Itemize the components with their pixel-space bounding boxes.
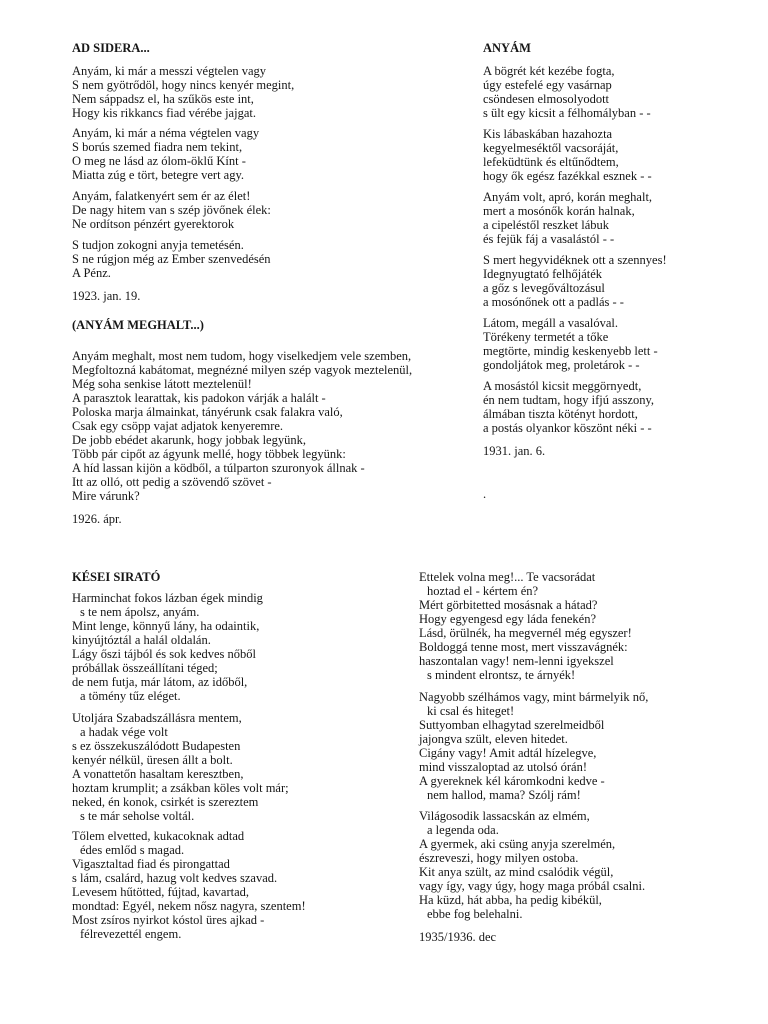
poem-line: Ha küzd, hát abba, ha pedig kibékül, [419, 893, 602, 907]
poem-line: Kis lábaskában hazahozta [483, 127, 613, 141]
poem-line: Cigány vagy! Amit adtál hízelegve, [419, 746, 597, 760]
poem-line: Anyám, ki már a néma végtelen vagy [72, 126, 260, 140]
poem-line: Ettelek volna meg!... Te vacsorádat [419, 570, 596, 584]
poem-line: neked, én konok, csirkét is szereztem [72, 795, 259, 809]
poem-line: Anyám meghalt, most nem tudom, hogy viselkedjem vele szemben, [72, 349, 412, 363]
poem-line: és fejük fáj a vasalástól - - [483, 232, 615, 246]
poem-line: s mindent elrontsz, te árnyék! [427, 668, 576, 682]
stanza [72, 189, 294, 231]
poem-line: mert a mosónők korán halnak, [483, 204, 635, 218]
stanza [483, 64, 667, 120]
poem-line: Utoljára Szabadszállásra mentem, [72, 711, 242, 725]
poem-line: jajongva szült, eleven hitedet. [419, 732, 568, 746]
poem-line: Poloska marja álmainkat, tányérunk csak falakra való, [72, 405, 343, 419]
poem-line: kenyér nélkül, üresen állt a bolt. [72, 753, 233, 767]
poem-line: Suttyomban elhagytad szerelmeidből [419, 718, 605, 732]
stanza [483, 379, 667, 435]
stanza [419, 570, 648, 682]
poem-line: Hogy kis rikkancs fiad vérébe jajgat. [72, 106, 256, 120]
poem-anyam [483, 41, 667, 501]
poem-line: Nagyobb szélhámos vagy, mint bármelyik nő, [419, 690, 649, 704]
stanza [72, 711, 306, 823]
poem-date: 1935/1936. dec [419, 930, 497, 944]
poem-line: s te nem ápolsz, anyám. [80, 605, 200, 619]
poem-line: megtörte, mindig keskenyebb lett - [483, 344, 658, 358]
poem-line: S nem gyötrődöl, hogy nincs kenyér megint, [72, 78, 295, 92]
poem-line: s lám, csalárd, hazug volt kedves szavad. [72, 871, 278, 885]
poem-line: Hogy egyengesd egy láda fenekén? [419, 612, 597, 626]
poem-line: nem hallod, mama? Szólj rám! [427, 788, 581, 802]
poem-line: A gyereknek kél káromkodni kedve - [419, 774, 605, 788]
poem-line: Idegnyugtató felhőjáték [483, 267, 603, 281]
stanza [72, 64, 294, 120]
poem-line: haszontalan vagy! nem-lenni igyekszel [419, 654, 614, 668]
poem-line: Megfoltozná kabátomat, megnézné milyen szép vagyok meztelenül, [72, 363, 413, 377]
poem-line: Világosodik lassacskán az elmém, [419, 809, 590, 823]
poem-line: a tömény tűz eléget. [80, 689, 181, 703]
end-mark: . [483, 487, 487, 501]
poem-line: gondoljátok meg, proletárok - - [483, 358, 640, 372]
poem-line: A Pénz. [72, 266, 111, 280]
poem-line: Ne ordítson pénzért gyerektorok [72, 217, 235, 231]
poem-line: mondtad: Egyél, nekem nősz nagyra, szentem! [72, 899, 306, 913]
poem-line: Vigasztaltad fiad és pirongattad [72, 857, 230, 871]
poem-title: KÉSEI SIRATÓ [72, 570, 161, 584]
poem-line: álmában tiszta kötényt hordott, [483, 407, 638, 421]
poem-line: Több pár cipőt az ágyunk mellé, hogy többek legyünk: [72, 447, 346, 461]
poem-kesei-sirato-part1 [72, 570, 306, 941]
poem-date: 1926. ápr. [72, 512, 122, 526]
poem-line: hogy ők egész fazékkal esznek - - [483, 169, 652, 183]
poem-line: lefeküdtünk és eltűnődtem, [483, 155, 619, 169]
poem-line: kinyújtóztál a halál oldalán. [72, 633, 211, 647]
poem-line: Törékeny termetét a tőke [483, 330, 609, 344]
poem-line: Látom, megáll a vasalóval. [483, 316, 619, 330]
poem-line: Boldoggá tenne most, mert visszavágnék: [419, 640, 628, 654]
stanza [419, 690, 648, 802]
poem-line: Itt az olló, ott pedig a szövendő szövet - [72, 475, 272, 489]
stanza [419, 809, 648, 921]
poem-line: s te már seholse voltál. [80, 809, 195, 823]
poem-line: S borús szemed fiadra nem tekint, [72, 140, 243, 154]
stanza [483, 316, 667, 372]
poem-line: S ne rúgjon még az Ember szenvedésén [72, 252, 271, 266]
poem-line: ki csal és hiteget! [427, 704, 515, 718]
stanza [72, 591, 306, 703]
poem-line: A bögrét két kezébe fogta, [483, 64, 615, 78]
poem-line: édes emlőd s magad. [80, 843, 185, 857]
poem-line: Tőlem elvetted, kukacoknak adtad [72, 829, 245, 843]
poem-line: a postás olyankor köszönt néki - - [483, 421, 652, 435]
poem-line: a mosónőnek ott a padlás - - [483, 295, 624, 309]
poem-line: próbállak összeállítani téged; [72, 661, 218, 675]
poem-line: vagy így, vagy úgy, hogy maga próbál csalni. [419, 879, 646, 893]
stanza [72, 238, 294, 280]
poem-line: O meg ne lásd az ólom-öklű Kínt - [72, 154, 246, 168]
poem-title: AD SIDERA... [72, 41, 150, 55]
poem-line: Mért görbitetted mosásnak a hátad? [419, 598, 598, 612]
stanza [72, 829, 306, 941]
poem-line: de nem futja, már látom, az időből, [72, 675, 248, 689]
poem-line: én nem tudtam, hogy ifjú asszony, [483, 393, 655, 407]
poem-line: A parasztok learattak, kis padokon várják a halált - [72, 391, 326, 405]
poem-line: csöndesen elmosolyodott [483, 92, 610, 106]
poem-date: 1923. jan. 19. [72, 289, 141, 303]
poem-line: félrevezettél engem. [80, 927, 182, 941]
poem-line: Most zsíros nyirkot kóstol üres ajkad - [72, 913, 265, 927]
poem-line: ebbe fog belehalni. [427, 907, 523, 921]
stanza [483, 253, 667, 309]
poem-line: s ez összekuszálódott Budapesten [72, 739, 241, 753]
poem-ad-sidera [72, 41, 294, 303]
poem-line: mind visszaloptad az utolsó órán! [419, 760, 588, 774]
poem-line: A mosástól kicsit meggörnyedt, [483, 379, 642, 393]
poem-line: a cipeléstől reszket lábuk [483, 218, 609, 232]
poem-line: Anyám volt, apró, korán meghalt, [483, 190, 653, 204]
stanza [72, 126, 294, 182]
poem-line: Anyám, ki már a messzi végtelen vagy [72, 64, 267, 78]
poem-line: hoztad el - kértem én? [427, 584, 539, 598]
stanza [72, 349, 412, 503]
poem-line: S tudjon zokogni anyja temetésén. [72, 238, 244, 252]
poem-line: Levesem hűtötted, fújtad, kavartad, [72, 885, 250, 899]
poem-line: Harminchat fokos lázban égek mindig [72, 591, 263, 605]
poem-line: Anyám, falatkenyért sem ér az élet! [72, 189, 251, 203]
poem-line: a gőz s levegőváltozásul [483, 281, 605, 295]
poem-line: Nem sáppadsz el, ha szűkös este int, [72, 92, 254, 106]
poem-line: a hadak vége volt [80, 725, 168, 739]
poem-title: (ANYÁM MEGHALT...) [72, 318, 204, 332]
poem-line: észreveszi, hogy milyen ostoba. [419, 851, 579, 865]
poem-line: a legenda oda. [427, 823, 499, 837]
poem-line: Még soha senkise látott meztelenül! [72, 377, 252, 391]
poem-line: A vonattetőn hasaltam keresztben, [72, 767, 244, 781]
poem-line: S mert hegyvidéknek ott a szennyes! [483, 253, 667, 267]
stanza [483, 190, 667, 246]
poem-anyam-meghalt [72, 318, 412, 526]
poem-line: A gyermek, aki csüng anyja szerelmén, [419, 837, 616, 851]
poem-title: ANYÁM [483, 41, 531, 55]
poem-line: De nagy hitem van s szép jövőnek élek: [72, 203, 271, 217]
poem-line: Mire várunk? [72, 489, 140, 503]
poem-line: Miatta zúg e tört, betegre vert agy. [72, 168, 245, 182]
poem-line: Mint lenge, könnyű lány, ha odaintik, [72, 619, 260, 633]
poem-line: De jobb ebédet akarunk, hogy jobbak legyünk, [72, 433, 306, 447]
poem-line: Lágy őszi tájból és sok kedves nőből [72, 647, 256, 661]
stanza [483, 127, 667, 183]
poem-line: Kit anya szült, az mind csalódik végül, [419, 865, 614, 879]
poem-line: Csak egy csöpp vajat adjatok kenyeremre. [72, 419, 284, 433]
poem-line: s ült egy kicsit a félhomályban - - [483, 106, 651, 120]
poem-line: kegyelmeséktől vacsoráját, [483, 141, 619, 155]
poem-line: hoztam krumplit; a zsákban köles volt már; [72, 781, 289, 795]
poem-date: 1931. jan. 6. [483, 444, 546, 458]
poem-kesei-sirato-part2 [419, 570, 648, 944]
poem-line: Lásd, örülnék, ha megvernél még egyszer! [419, 626, 632, 640]
poem-line: A híd lassan kijön a ködből, a túlparton szuronyok állnak - [72, 461, 365, 475]
poem-line: úgy estefelé egy vasárnap [483, 78, 612, 92]
